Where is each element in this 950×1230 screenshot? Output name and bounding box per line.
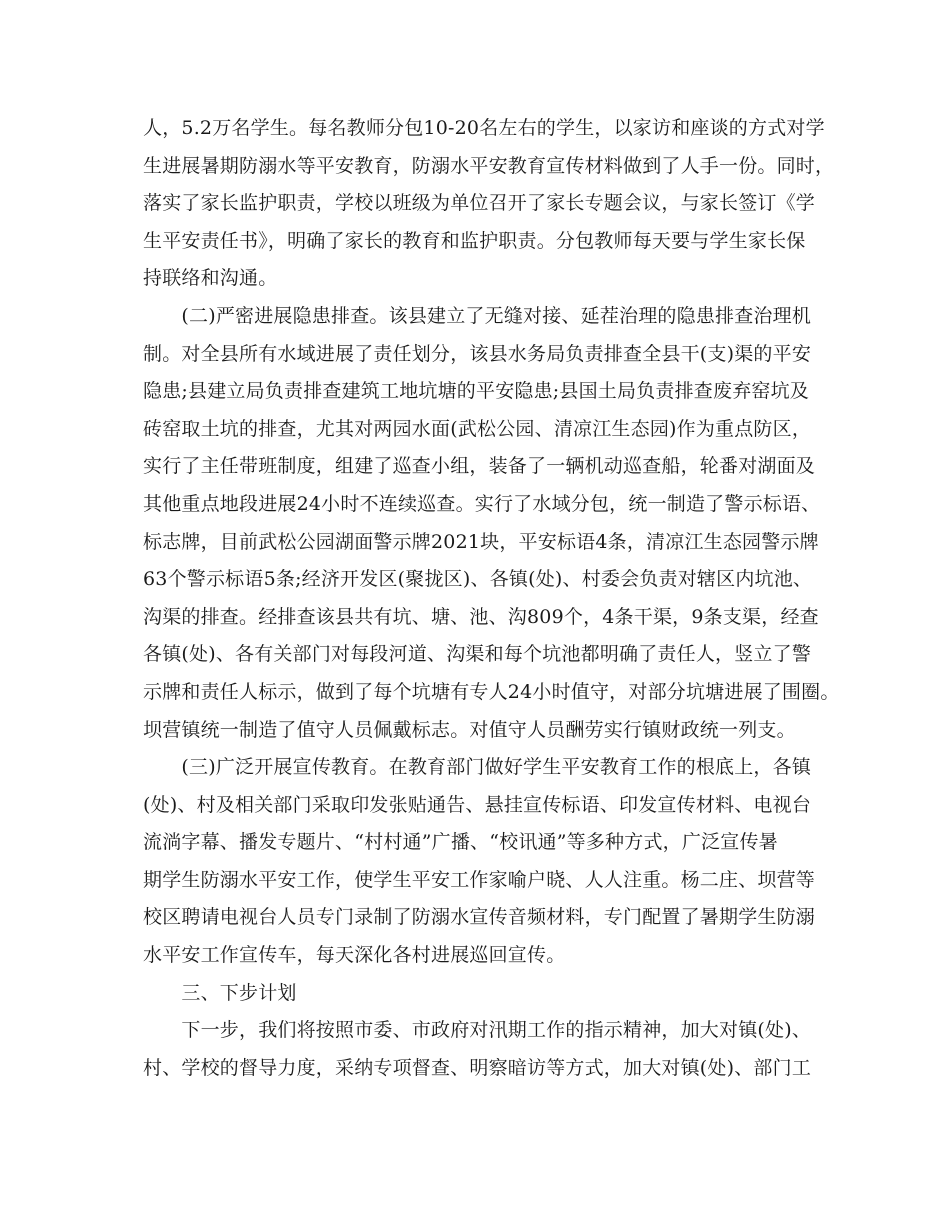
- text-line: 坝营镇统一制造了值守人员佩戴标志。对值守人员酬劳实行镇财政统一列支。: [143, 718, 796, 741]
- text-line: 砖窑取土坑的排查，尤其对两园水面(武松公园、清凉江生态园)作为重点防区，: [143, 417, 812, 440]
- text-line: 生进展暑期防溺水等平安教育，防溺水平安教育宣传材料做到了人手一份。同时，: [143, 154, 835, 177]
- text-line: 隐患;县建立局负责排查建筑工地坑塘的平安隐患;县国土局负责排查废弃窑坑及: [143, 380, 810, 403]
- text-line: 落实了家长监护职责，学校以班级为单位召开了家长专题会议，与家长签订《学: [143, 192, 816, 215]
- text-line: 示牌和责任人标示，做到了每个坑塘有专人24小时值守，对部分坑塘进展了围圈。: [143, 680, 840, 703]
- text-line: 校区聘请电视台人员专门录制了防溺水宣传音频材料，专门配置了暑期学生防溺: [143, 906, 816, 929]
- text-line: 各镇(处)、各有关部门对每段河道、沟渠和每个坑池都明确了责任人，竖立了警: [143, 643, 812, 666]
- text-line: 制。对全县所有水域进展了责任划分，该县水务局负责排查全县干(支)渠的平安: [143, 342, 812, 365]
- text-line: 流淌字幕、播发专题片、“村村通”广播、“校讯通”等多种方式，广泛宣传暑: [143, 831, 778, 854]
- document-body: [143, 110, 840, 1087]
- section-heading: 三、下步计划: [143, 981, 297, 1004]
- text-line: 沟渠的排查。经排查该县共有坑、塘、池、沟809个，4条干渠，9条支渠，经查: [143, 605, 819, 628]
- text-line: (处)、村及相关部门采取印发张贴通告、悬挂宣传标语、印发宣传材料、电视台: [143, 793, 812, 816]
- text-line: 其他重点地段进展24小时不连续巡查。实行了水域分包，统一制造了警示标语、: [143, 492, 821, 515]
- text-line: 持联络和沟通。: [143, 267, 278, 290]
- text-line: 期学生防溺水平安工作，使学生平安工作家喻户晓、人人注重。杨二庄、坝营等: [143, 868, 816, 891]
- text-line: 村、学校的督导力度，采纳专项督查、明察暗访等方式，加大对镇(处)、部门工: [143, 1056, 812, 1079]
- text-line: 人，5.2万名学生。每名教师分包10-20名左右的学生，以家访和座谈的方式对学: [143, 117, 825, 139]
- text-line: (二)严密进展隐患排查。该县建立了无缝对接、延茬治理的隐患排查治理机: [143, 304, 812, 327]
- text-line: (三)广泛开展宣传教育。在教育部门做好学生平安教育工作的根底上，各镇: [143, 756, 812, 779]
- text-line: 生平安责任书》，明确了家长的教育和监护职责。分包教师每天要与学生家长保: [143, 229, 806, 252]
- text-line: 63个警示标语5条;经济开发区(聚拢区)、各镇(处)、村委会负责对辖区内坑池、: [143, 568, 813, 591]
- text-line: 实行了主任带班制度，组建了巡查小组，装备了一辆机动巡查船，轮番对湖面及: [143, 455, 816, 478]
- text-line: 标志牌，目前武松公园湖面警示牌2021块，平安标语4条，清凉江生态园警示牌: [143, 530, 819, 553]
- text-line: 水平安工作宣传车，每天深化各村进展巡回宣传。: [143, 944, 566, 967]
- text-line: 下一步，我们将按照市委、市政府对汛期工作的指示精神，加大对镇(处)、: [143, 1019, 812, 1042]
